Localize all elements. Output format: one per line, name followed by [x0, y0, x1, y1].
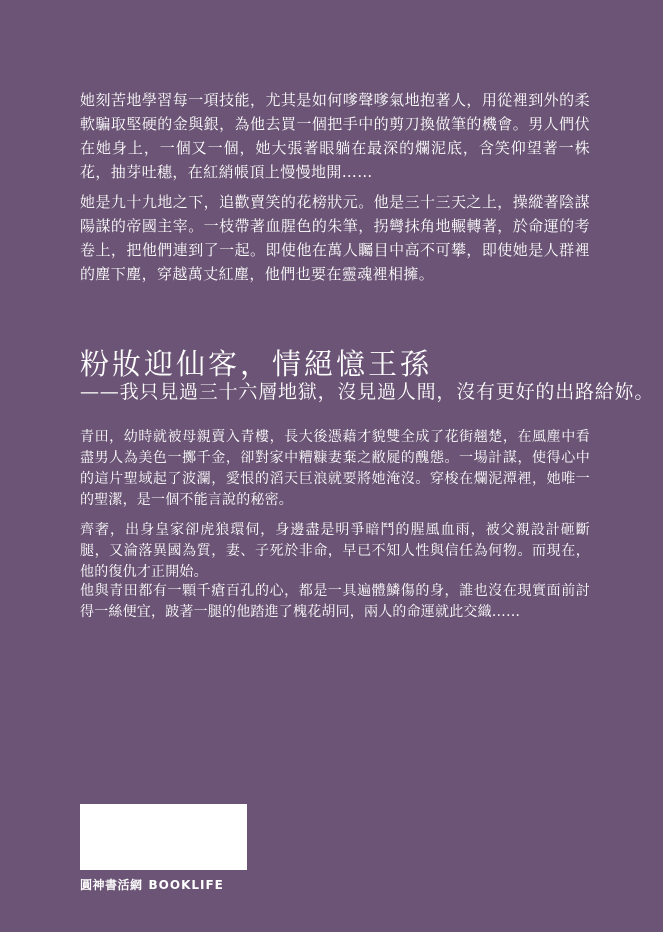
publisher-chinese-name: 圓神書活網 — [80, 878, 143, 892]
synopsis-paragraph-2: 她是九十九地之下，追歡賣笑的花榜狀元。他是三十三天之上，操縱著陰謀陽謀的帝國主宰。一枝帶著血腥色的朱筆，拐彎抹角地輾轉著，於命運的考卷上，把他們連到了一起。即使他在萬人矚目中高不可攀，即使她是人群裡的塵下塵，穿越萬丈紅塵，他們也要在靈魂裡相擁。 — [80, 193, 590, 283]
intro-paragraph-3: 他與青田都有一顆千瘡百孔的心，都是一具遍體鱗傷的身，誰也沒在現實面前討得一絲便宜，跛著一腿的他踏進了槐花胡同，兩人的命運就此交織…… — [80, 583, 590, 620]
section-heading: 粉妝迎仙客，情絕憶王孫 — [80, 347, 433, 381]
publisher-english-name: BOOKLIFE — [148, 878, 224, 892]
section-subheading: ——我只見過三十六層地獄，沒見過人間，沒有更好的出路給妳。 — [80, 381, 655, 403]
barcode-area — [80, 804, 247, 870]
synopsis-paragraph-1: 她刻苦地學習每一項技能，尤其是如何嗲聲嗲氣地抱著人，用從裡到外的柔軟騙取堅硬的金與銀，為他去買一個把手中的剪刀換做筆的機會。男人們伏在她身上，一個又一個，她大張著眼躺在最深的爛泥底，含笑仰望著一株花，抽芽吐穗，在紅綃帳頂上慢慢地開…… — [80, 91, 590, 181]
intro-paragraph-1: 青田，幼時就被母親賣入青樓，長大後憑藉才貌雙全成了花街翹楚，在風塵中看盡男人為美色一擲千金，卻對家中糟糠妻棄之敝屣的醜態。一場計謀，使得心中的這片聖域起了波瀾，愛恨的滔天巨浪就要將她淹沒。穿梭在爛泥潭裡，她唯一的聖潔，是一個不能言說的秘密。 — [80, 429, 590, 508]
publisher-logo — [80, 876, 224, 893]
intro-paragraph-2: 齊奢，出身皇家卻虎狼環伺，身邊盡是明爭暗鬥的腥風血雨，被父親設計砸斷腿，又淪落異國為質，妻、子死於非命，早已不知人性與信任為何物。而現在，他的復仇才正開始。 — [80, 522, 590, 580]
